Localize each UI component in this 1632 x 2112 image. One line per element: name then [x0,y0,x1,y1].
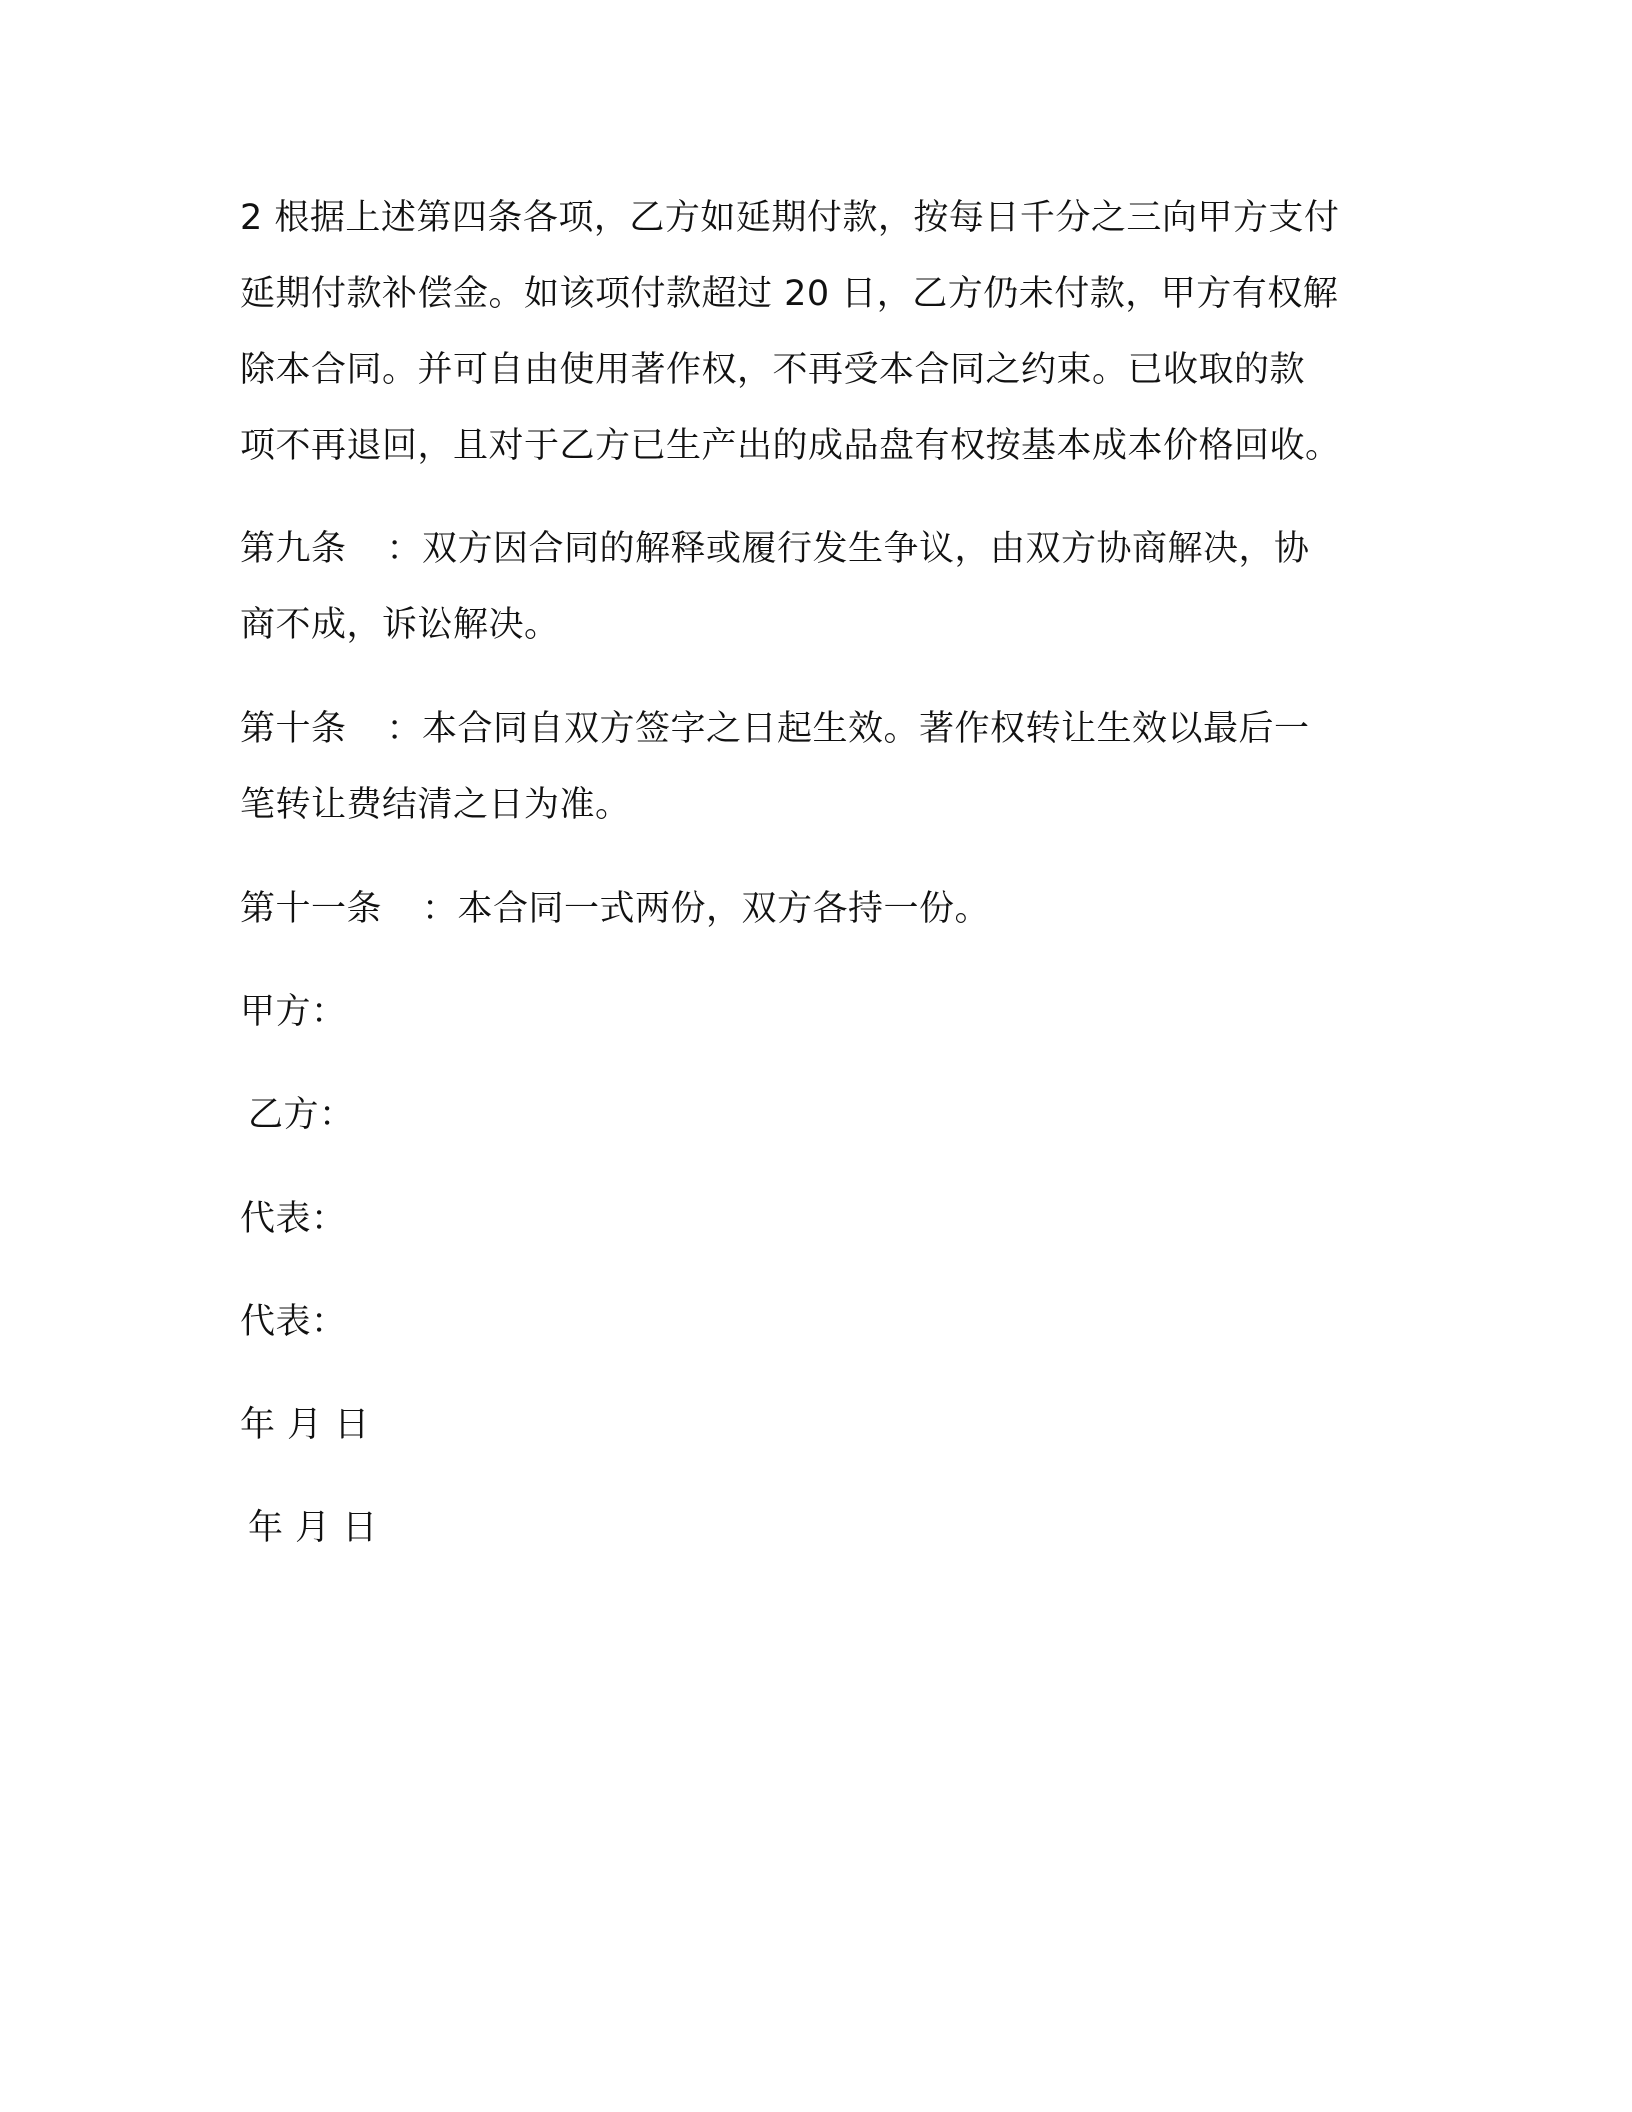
article8-item2-line3: 除本合同。并可自由使用著作权，不再受本合同之约束。已收取的款 [240,350,1306,390]
article10-heading: 第十条 [240,709,347,749]
article9-heading: 第九条 [240,529,347,569]
article8-item2-line2: 延期付款补偿金。如该项付款超过 20 日，乙方仍未付款，甲方有权解 [240,274,1339,314]
article9-text-1: ：双方因合同的解释或履行发生争议，由双方协商解决，协 [386,529,1310,569]
article11-heading: 第十一条 [240,889,383,929]
article8-item2-line1: 2 根据上述第四条各项，乙方如延期付款，按每日千分之三向甲方支付 [240,198,1340,238]
article11-line1 [240,887,990,931]
date-a-label: 年 月 日 [240,1405,370,1445]
party-a-label: 甲方： [240,992,347,1032]
party-b-label: 乙方： [248,1095,355,1135]
article8-item2-line4: 项不再退回，且对于乙方已生产出的成品盘有权按基本成本价格回收。 [240,426,1341,466]
representative-b-label: 代表： [240,1302,347,1342]
article9-line2: 商不成，诉讼解决。 [240,605,560,645]
article9-line1 [240,527,1310,571]
date-b-label: 年 月 日 [248,1508,378,1548]
article10-text-1: ：本合同自双方签字之日起生效。著作权转让生效以最后一 [386,709,1310,749]
article11-text-1: ：本合同一式两份，双方各持一份。 [422,889,991,929]
article10-line1 [240,707,1310,751]
representative-a-label: 代表： [240,1199,347,1239]
article10-line2: 笔转让费结清之日为准。 [240,785,631,825]
